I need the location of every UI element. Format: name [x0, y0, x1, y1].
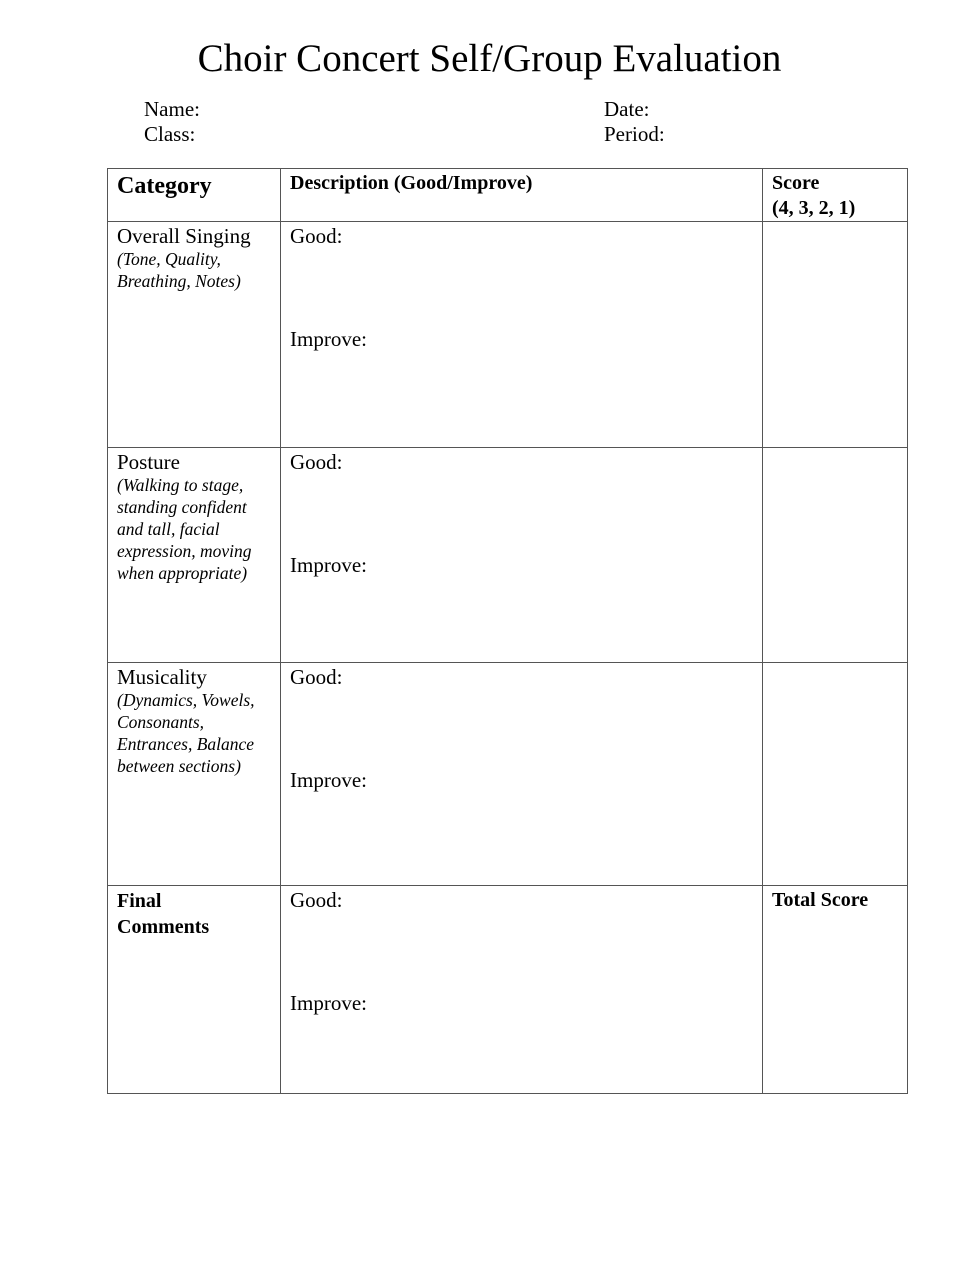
category-details: (Tone, Quality, Breathing, Notes): [117, 249, 241, 291]
improve-label: Improve:: [290, 327, 367, 351]
category-name: Musicality: [117, 665, 207, 689]
page-title: Choir Concert Self/Group Evaluation: [197, 37, 782, 80]
improve-label: Improve:: [290, 768, 367, 792]
comments-label: Comments: [117, 916, 210, 938]
category-header: [108, 169, 281, 222]
table-row-musicality: [108, 663, 908, 886]
improve-label: Improve:: [290, 553, 367, 577]
score-header-label: Score: [772, 172, 820, 194]
evaluation-table: [107, 168, 908, 1094]
date-label: Date:: [604, 97, 650, 121]
table-header-row: [108, 169, 908, 222]
good-label: Good:: [290, 665, 343, 689]
category-cell: [108, 886, 281, 1094]
description-header-label: Description (Good/Improve): [290, 172, 533, 194]
category-name: Overall Singing: [117, 224, 251, 248]
description-cell: [281, 448, 763, 663]
table-row-final-comments: [108, 886, 908, 1094]
final-label: Final: [117, 890, 162, 912]
score-cell: [763, 448, 908, 663]
description-cell: [281, 222, 763, 448]
class-label: Class:: [144, 122, 196, 146]
category-cell: [108, 222, 281, 448]
score-cell: [763, 663, 908, 886]
category-details: (Walking to stage, standing confident and tall, facial expression, moving when appropriate): [117, 475, 252, 583]
score-header: [763, 169, 908, 222]
score-cell: [763, 222, 908, 448]
improve-label: Improve:: [290, 991, 367, 1015]
category-name: Posture: [117, 450, 180, 474]
category-cell: [108, 448, 281, 663]
table-row-overall-singing: [108, 222, 908, 448]
description-header: [281, 169, 763, 222]
category-details: (Dynamics, Vowels, Consonants, Entrances, Balance between sections): [117, 690, 255, 776]
description-cell: [281, 663, 763, 886]
description-cell: [281, 886, 763, 1094]
total-score-label: Total Score: [772, 889, 869, 911]
score-header-range: (4, 3, 2, 1): [772, 197, 856, 219]
category-cell: [108, 663, 281, 886]
name-label: Name:: [144, 97, 200, 121]
category-header-label: Category: [117, 173, 212, 199]
good-label: Good:: [290, 888, 343, 912]
good-label: Good:: [290, 224, 343, 248]
total-score-cell: [763, 886, 908, 1094]
table-row-posture: [108, 448, 908, 663]
good-label: Good:: [290, 450, 343, 474]
period-label: Period:: [604, 122, 665, 146]
